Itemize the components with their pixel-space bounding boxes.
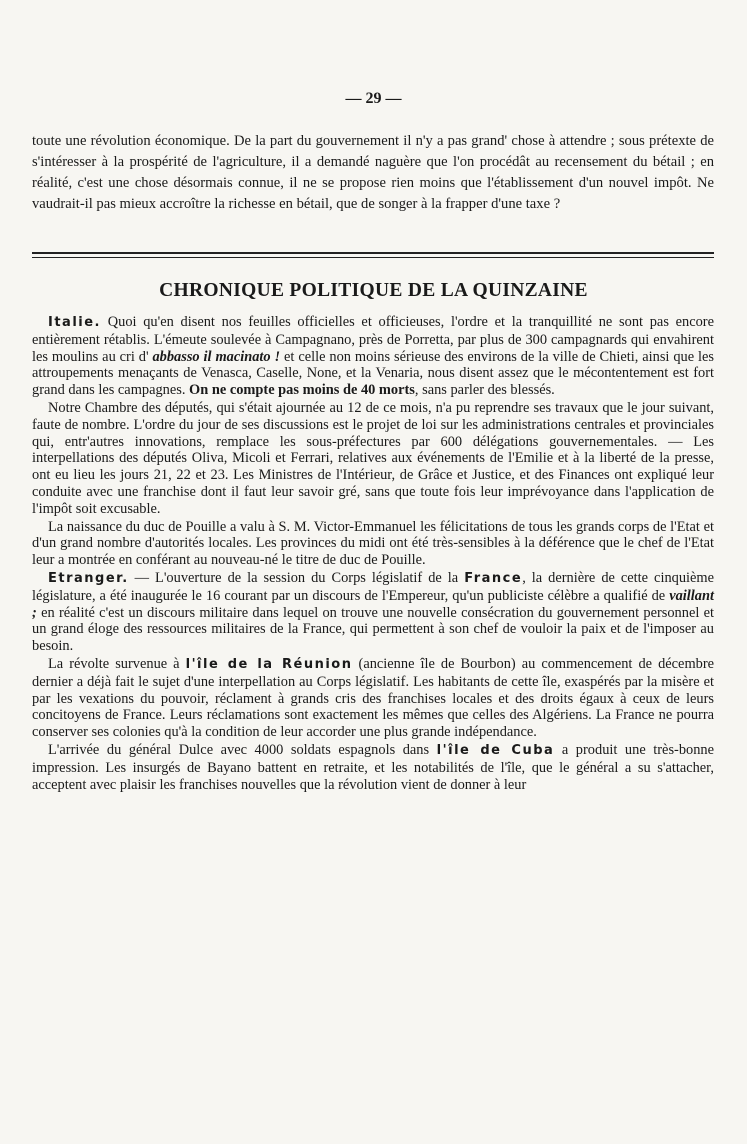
text-run: , la dernière de cette cinquième législature, a été inaugurée le 16 courant par un discours de l'Empereur, qu'un publiciste célèbre a qualifié de — [32, 569, 714, 604]
text-run: et celle non moins sérieuse des environs de la ville de Chieti, ainsi que les attroupements menaçants de Venasca, Caselle, None, et la Venaria, nous disent assez que le mécontentement est fort grand dans les campagnes. — [32, 348, 714, 399]
paragraph-italie — [32, 314, 714, 399]
france-keyword: France — [464, 570, 523, 586]
intro-paragraph: toute une révolution économique. De la part du gouvernement il n'y a pas grand' chose à attendre ; sous prétexte de s'intéresser à la prospérité de l'agriculture, il a demandé naguère que l'on procédât au recensement du bétail ; en réalité, c'est une chose désormais connue, il ne se propose rien moins que l'établissement d'un nouvel impôt. Ne vaudrait-il pas mieux accroître la richesse en bétail, que de songer à la frapper d'une taxe ? — [32, 133, 714, 213]
text-run: La naissance du duc de Pouille a valu à S. M. Victor-Emmanuel les félicitations de tous les grands corps de l'Etat et d'un grand nombre d'autorités locales. Les provinces du midi ont été très-sensibles à la déférence que le chef de l'Etat leur a montrée en conférant au nouveau-né le titre de duc de Pouille. — [32, 518, 714, 569]
italie-heading: Italie. — [48, 315, 101, 330]
paragraph-reunion — [32, 656, 714, 741]
etranger-heading: Etranger. — [48, 570, 129, 586]
quoted-word: vaillant ; — [32, 587, 714, 621]
bold-run: On ne compte pas moins de 40 morts — [189, 382, 415, 399]
chronicle-body — [32, 314, 714, 793]
text-run: La révolte survenue à — [48, 655, 186, 672]
page-number: — 29 — — [345, 90, 402, 107]
text-run: (ancienne île de Bourbon) au commencement de décembre dernier a déjà fait le sujet d'une interpellation au Corps législatif. Les habitants de cette île, exaspérés par la misère et par les vexations du pouvoir, réclament à grands cris des franchises locales et des droits égaux à ceux de leurs concitoyens de France. Leurs réclamations sont exactement les mêmes que celles des Algériens. La France ne pourra conserver ses colonies qu'à la condition de leur accorder une plus grande indépendance. — [32, 655, 715, 741]
reunion-keyword: l'île de la Réunion — [185, 656, 353, 672]
cuba-keyword: l'île de Cuba — [436, 742, 555, 758]
paragraph-etranger — [32, 570, 714, 655]
text-run: Quoi qu'en disent nos feuilles officielles et officieuses, l'ordre et la tranquillité ne sont pas encore entièrement rétablis. L'émeute soulevée à Campagnano, près de Porretta, par plus de 300 campagnards qui envahirent les moulins au cri d' — [32, 314, 714, 365]
text-run: a produit une très-bonne impression. Les insurgés de Bayano battent en retraite, et les notabilités de l'île, que le général a su s'attacher, acceptent avec plaisir les franchises nouvelles que la révolution vient de donner à leur — [32, 741, 715, 793]
quoted-cry: abbasso il macinato ! — [152, 348, 281, 365]
paragraph-pouille — [32, 519, 714, 569]
section-divider — [32, 252, 714, 258]
text-run: , sans parler des blessés. — [414, 382, 555, 399]
section-title: CHRONIQUE POLITIQUE DE LA QUINZAINE — [159, 280, 588, 301]
paragraph-chambre — [32, 400, 714, 518]
text-run: Notre Chambre des députés, qui s'était ajournée au 12 de ce mois, n'a pu reprendre ses travaux que le jour suivant, faute de nombre. L'ordre du jour de ses discussions est le projet de loi sur les administrations centrales et provinciales qui, entr'autres innovations, remplace les sous-préfectures par 600 délégations gouvernementales. — Les interpellations des députés Oliva, Micoli et Ferrari, relatives aux événements de l'Emilie et à la liberté de la presse, ont eu lieu les jours 21, 22 et 23. Les Ministres de l'Intérieur, de Grâce et Justice, et des Finances ont expliqué leur conduite avec une franchise dont il faut leur savoir gré, sans que toute fois leur imprévoyance dans l'application de l'impôt soit excusable. — [32, 399, 714, 517]
text-run: en réalité c'est un discours militaire dans lequel on trouve une nouvelle consécration du gouvernement personnel et un grand éloge des ressources militaires de la France, qui permettent à son chef de vouloir la paix et de l'imposer au besoin. — [32, 604, 714, 655]
paragraph-cuba — [32, 742, 714, 793]
text-run: L'arrivée du général Dulce avec 4000 soldats espagnols dans — [48, 741, 437, 758]
text-run: — L'ouverture de la session du Corps législatif de la — [128, 569, 465, 586]
